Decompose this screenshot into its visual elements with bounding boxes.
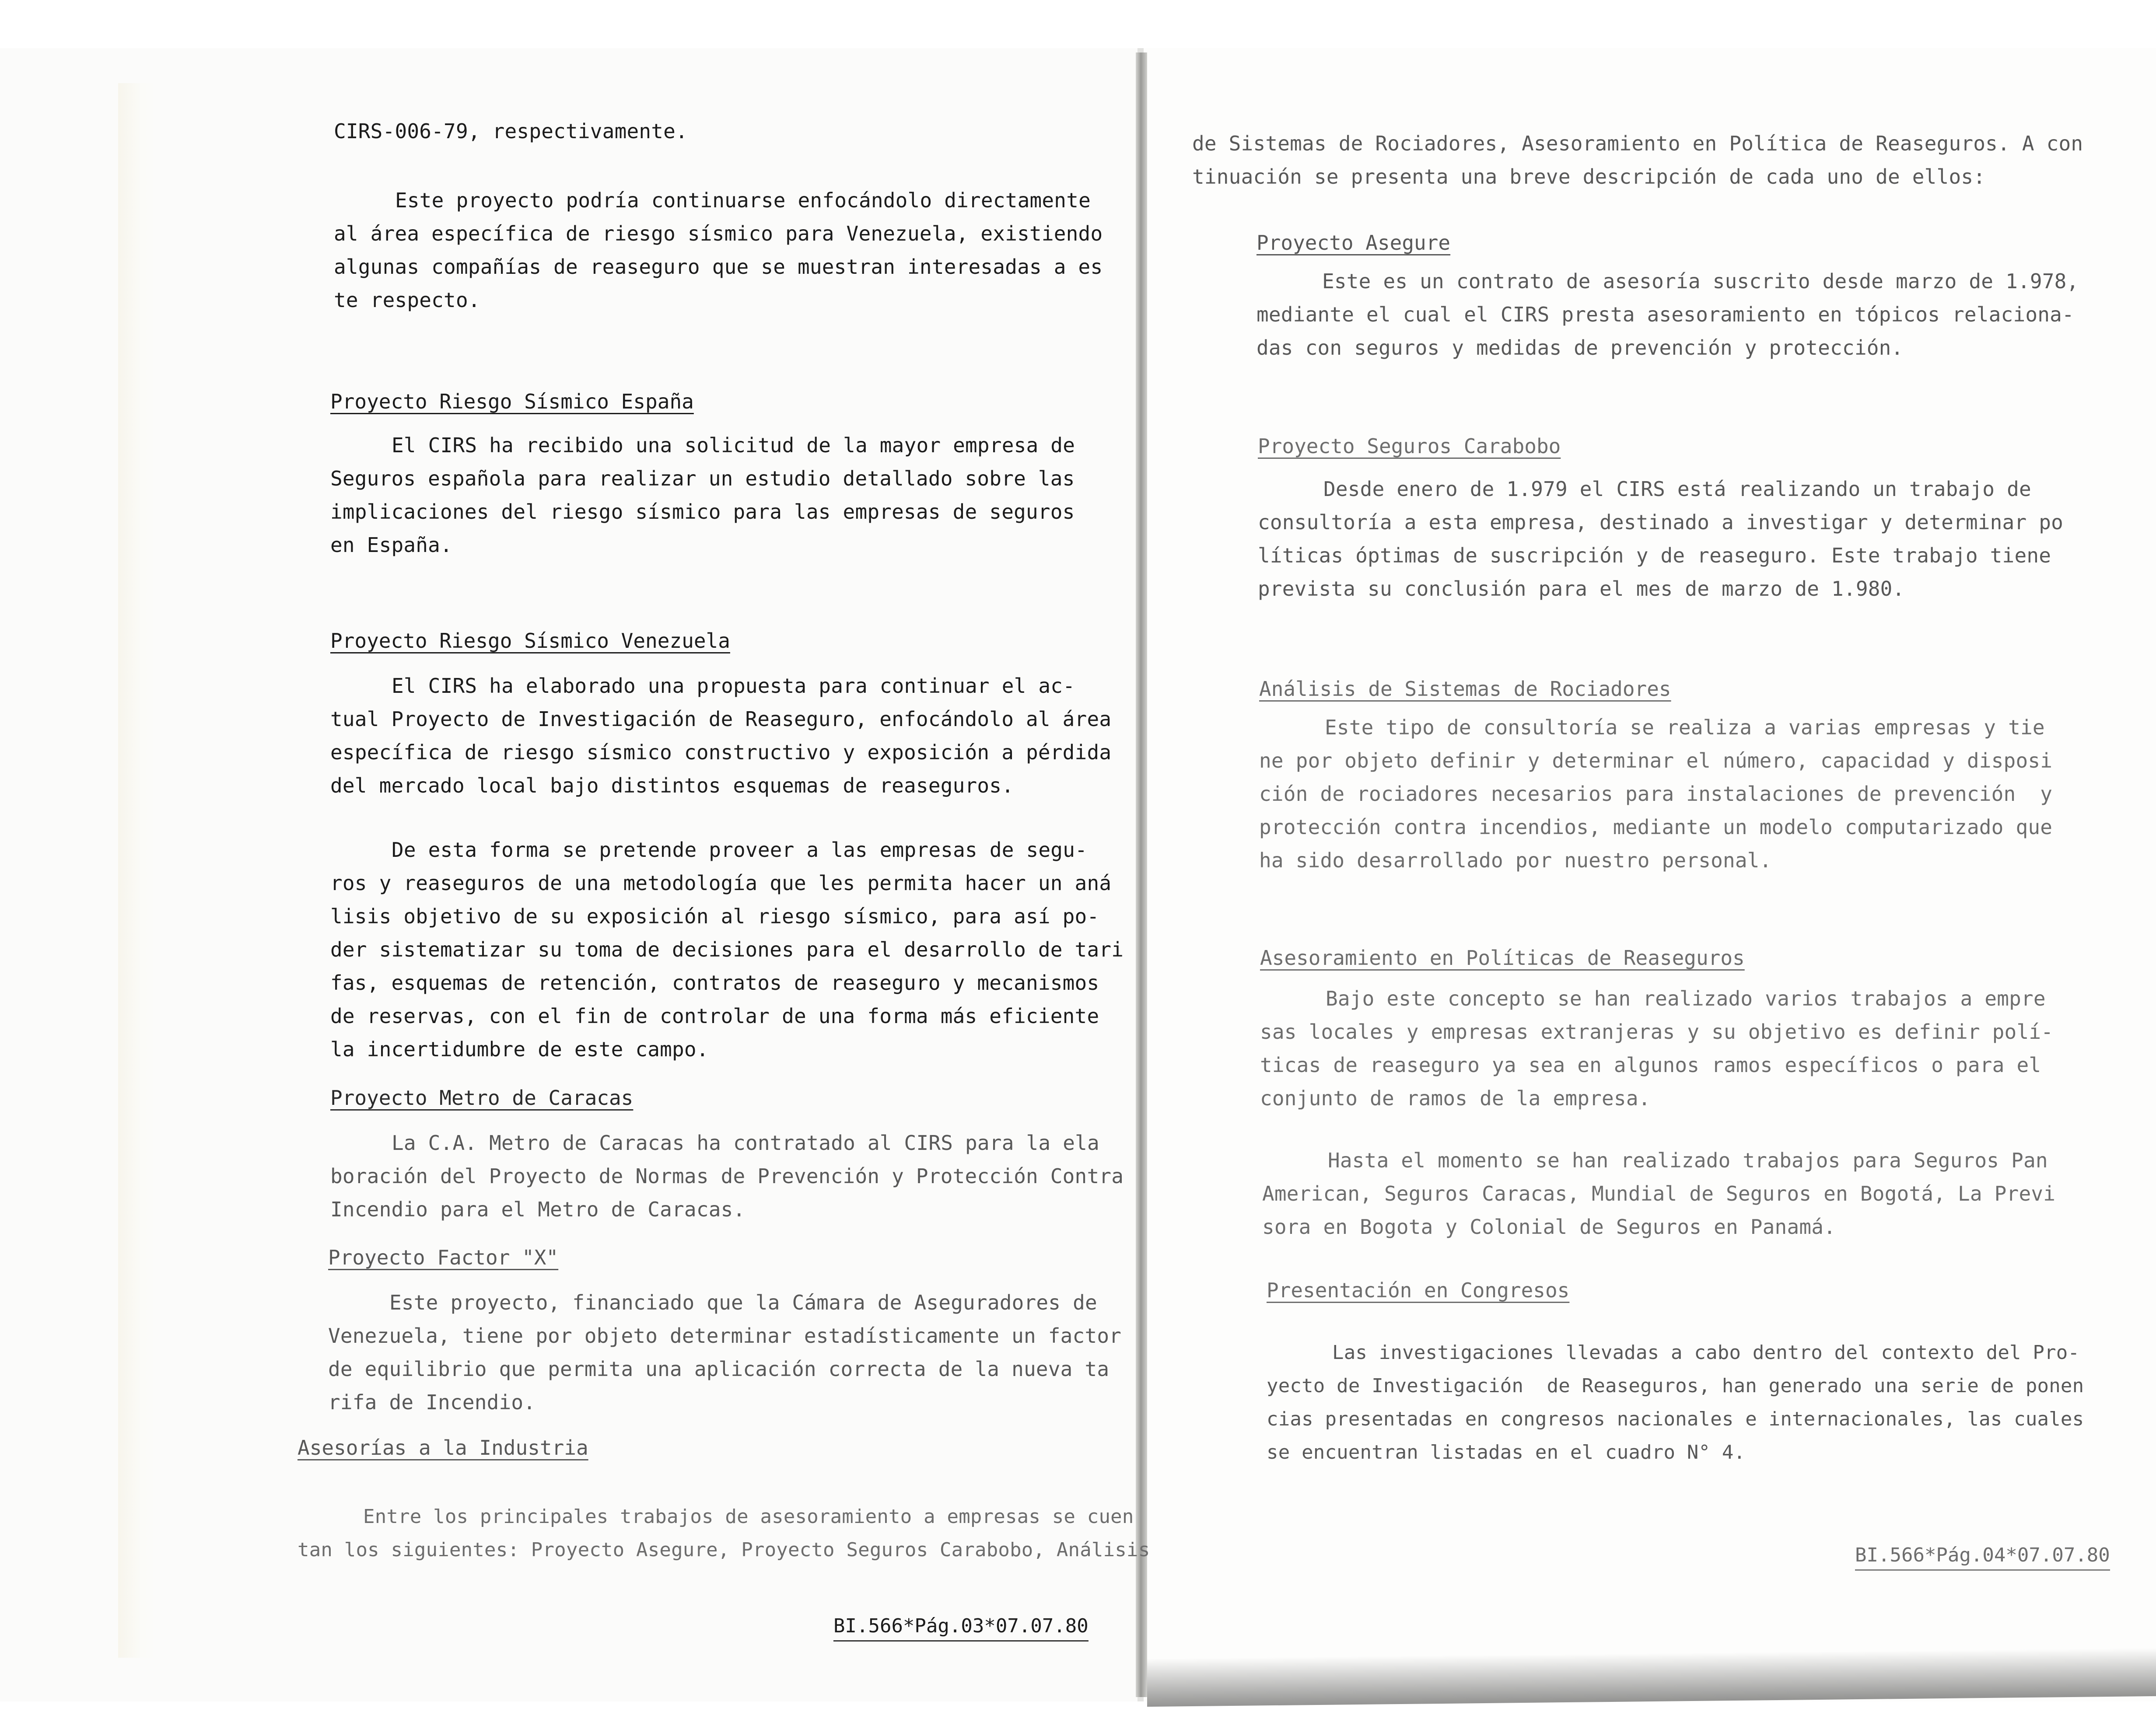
section-body: Este es un contrato de asesoría suscrito desde marzo de 1.978, mediante el cual el CIRS presta asesoramiento en tópicos relaciona- das con seguros y medidas de prevención y protección. [1256,269,2079,360]
section-heading: Análisis de Sistemas de Rociadores [1259,677,1671,701]
section-heading: Presentación en Congresos [1267,1278,1570,1302]
section-heading: Proyecto Metro de Caracas [330,1086,634,1110]
section-body: El CIRS ha recibido una solicitud de la mayor empresa de Seguros española para realizar un estudio detallado sobre las implicaciones del riesgo sísmico para las empresas de seguros en España. [330,433,1075,557]
section-heading: Proyecto Seguros Carabobo [1258,434,1561,458]
book-gutter [1136,52,1147,1697]
section-body: La C.A. Metro de Caracas ha contratado al CIRS para la ela boración del Proyecto de Normas de Prevención y Protección Contra Incendio para el Metro de Caracas. [330,1131,1124,1221]
section-body: Este tipo de consultoría se realiza a varias empresas y tie ne por objeto definir y determinar el número, capacidad y disposi ción de rociadores necesarios para instalaciones de prevención y protección contra incendios, mediante un modelo computarizado que ha sido desarrollado por nuestro personal. [1259,716,2053,872]
section-body: De esta forma se pretende proveer a las empresas de segu- ros y reaseguros de una metodología que les permita hacer un aná lisis objetivo de su exposición al riesgo sísmico, para así po- der sistematizar su toma de decisiones para el desarrollo de tari fas, esquemas de retención, contratos de reaseguro y mecanismos de reservas, con el fin de controlar de una forma más eficiente la incertidumbre de este campo. [330,838,1124,1061]
page-footer: BI.566*Pág.04*07.07.80 [1855,1543,2110,1571]
page-edge-shadow [118,83,158,1658]
intro-text: de Sistemas de Rociadores, Asesoramiento en Política de Reaseguros. A con tinuación se presenta una breve descripción de cada uno de ellos: [1192,132,2083,189]
intro-line: CIRS-006-79, respectivamente. [334,119,688,143]
section-heading: Asesorías a la Industria [298,1436,588,1460]
section-heading: Proyecto Riesgo Sísmico Venezuela [330,629,730,653]
section-body: Desde enero de 1.979 el CIRS está realizando un trabajo de consultoría a esta empresa, destinado a investigar y determinar po líticas óptimas de suscripción y de reaseguro. Este trabajo tiene prevista su conclusión para el mes de marzo de 1.980. [1258,477,2064,601]
section-body: Entre los principales trabajos de asesoramiento a empresas se cuen tan los siguientes: Proyecto Asegure, Proyecto Seguros Carabobo, Análisis [298,1505,1150,1561]
section-heading: Proyecto Asegure [1256,231,1451,255]
page-footer: BI.566*Pág.03*07.07.80 [833,1614,1088,1642]
section-body: Hasta el momento se han realizado trabajos para Seguros Pan American, Seguros Caracas, Mundial de Seguros en Bogotá, La Previ sora en Bogota y Colonial de Seguros en Panamá. [1262,1149,2056,1239]
section-body: Bajo este concepto se han realizado varios trabajos a empre sas locales y empresas extranjeras y su objetivo es definir polí- ticas de reaseguro ya sea en algunos ramos específicos o para el conjunto de ramos de la empresa. [1260,987,2054,1110]
section-heading: Asesoramiento en Políticas de Reaseguros [1260,946,1745,970]
paragraph-text: Este proyecto podría continuarse enfocándolo directamente al área específica de riesgo sísmico para Venezuela, existiendo algunas compañías de reaseguro que se muestran interesadas a es te respecto. [334,189,1103,312]
section-body: El CIRS ha elaborado una propuesta para continuar el ac- tual Proyecto de Investigación de Reaseguro, enfocándolo al área específica de riesgo sísmico constructivo y exposición a pérdida del mercado local bajo distintos esquemas de reaseguros. [330,674,1112,797]
section-body: Las investigaciones llevadas a cabo dentro del contexto del Pro- yecto de Investigación de Reaseguros, han generado una serie de ponen cias presentadas en congresos nacionales e internacionales, las cuales se encuentran listadas en el cuadro N° 4. [1267,1341,2084,1464]
section-body: Este proyecto, financiado que la Cámara de Aseguradores de Venezuela, tiene por objeto determinar estadísticamente un factor de equilibrio que permita una aplicación correcta de la nueva ta rifa de Incendio. [328,1291,1122,1414]
section-heading: Proyecto Riesgo Sísmico España [330,390,694,413]
section-heading: Proyecto Factor "X" [328,1246,559,1269]
